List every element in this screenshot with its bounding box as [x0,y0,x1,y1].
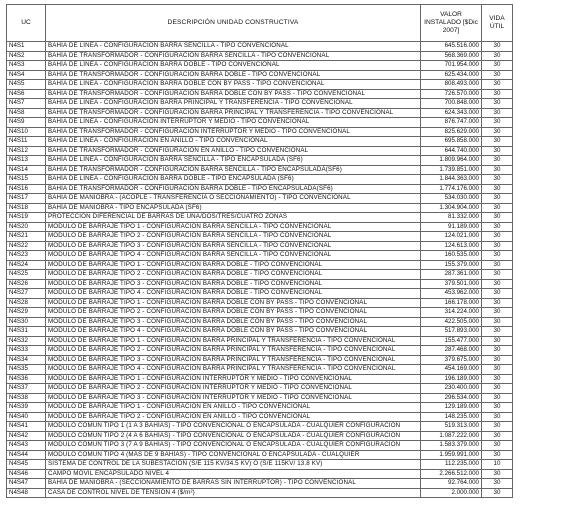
table-row [7,336,513,346]
cell-vida: 30 [482,99,513,109]
cell-uc: N4S47 [7,479,46,489]
cell-valor: 287.361.000 [421,270,482,280]
cell-uc: N4S11 [7,137,46,147]
cell-uc: N4S26 [7,279,46,289]
table-row [7,403,513,413]
table-row [7,51,513,61]
cell-description: MÓDULO DE BARRAJE TIPO 3 - CONFIGURACIÓN BARRA SENCILLA - TIPO CONVENCIONAL [46,241,421,251]
cell-description: BAHÍA DE LÍNEA - CONFIGURACIÓN BARRA DOBLE - TIPO CONVENCIONAL [46,61,421,71]
table-body [7,42,513,498]
table-row [7,460,513,470]
cell-valor: 1.739.851.000 [421,165,482,175]
cell-description: BAHÍA DE TRANSFORMADOR - CONFIGURACIÓN BARRA DOBLE CON BY PASS - TIPO CONVENCIONAL [46,89,421,99]
table-row [7,279,513,289]
cell-description: BAHÍA DE TRANSFORMADOR - CONFIGURACIÓN BARRA SENCILLA - TIPO CONVENCIONAL [46,51,421,61]
cell-uc: N4S19 [7,213,46,223]
cell-uc: N4S8 [7,108,46,118]
cell-description: BAHÍA DE TRANSFORMADOR - CONFIGURACIÓN BARRA PRINCIPAL Y TRANSFERENCIA - TIPO CONVENCIONAL [46,108,421,118]
cell-uc: N4S4 [7,70,46,80]
cell-valor: 2.266.512.000 [421,469,482,479]
cell-description: CASA DE CONTROL NIVEL DE TENSIÓN 4 ($/m²) [46,488,421,498]
table-row [7,241,513,251]
table-row [7,127,513,137]
table-row [7,270,513,280]
cell-valor: 296.534.000 [421,393,482,403]
cell-valor: 81.332.000 [421,213,482,223]
cell-vida: 30 [482,384,513,394]
cell-description: MÓDULO DE BARRAJE TIPO 1 - CONFIGURACIÓN INTERRUPTOR Y MEDIO - TIPO CONVENCIONAL [46,374,421,384]
table-row [7,165,513,175]
uc-table [6,4,513,498]
cell-uc: N4S17 [7,194,46,204]
cell-uc: N4S34 [7,355,46,365]
cell-vida: 30 [482,146,513,156]
cell-description: BAHÍA DE TRANSFORMADOR - CONFIGURACIÓN INTERRUPTOR Y MEDIO - TIPO CONVENCIONAL [46,127,421,137]
cell-description: MÓDULO DE BARRAJE TIPO 2 - CONFIGURACIÓN BARRA SENCILLA - TIPO CONVENCIONAL [46,232,421,242]
table-row [7,441,513,451]
cell-description: MÓDULO DE BARRAJE TIPO 3 - CONFIGURACIÓN BARRA DOBLE - TIPO CONVENCIONAL [46,279,421,289]
table-row [7,422,513,432]
cell-uc: N4S3 [7,61,46,71]
cell-uc: N4S43 [7,441,46,451]
cell-vida: 30 [482,184,513,194]
cell-uc: N4S40 [7,412,46,422]
cell-valor: 644.740.000 [421,146,482,156]
cell-uc: N4S16 [7,184,46,194]
table-row [7,308,513,318]
cell-description: BAHÍA DE LÍNEA - CONFIGURACIÓN INTERRUPTOR Y MEDIO - TIPO CONVENCIONAL [46,118,421,128]
cell-valor: 876.747.000 [421,118,482,128]
table-row [7,355,513,365]
cell-vida: 30 [482,175,513,185]
cell-description: BAHÍA DE LÍNEA - CONFIGURACIÓN BARRA SENCILLA - TIPO CONVENCIONAL [46,42,421,52]
cell-valor: 534.030.000 [421,194,482,204]
cell-vida: 30 [482,289,513,299]
cell-valor: 160.535.000 [421,251,482,261]
cell-vida: 30 [482,108,513,118]
cell-valor: 825.629.000 [421,127,482,137]
cell-description: MÓDULO DE BARRAJE TIPO 1 - CONFIGURACIÓN BARRA SENCILLA - TIPO CONVENCIONAL [46,222,421,232]
table-row [7,146,513,156]
cell-description: BAHÍA DE TRANSFORMADOR - CONFIGURACIÓN BARRA DOBLE - TIPO ENCAPSULADA(SF6) [46,184,421,194]
cell-valor: 124.021.000 [421,232,482,242]
cell-vida: 30 [482,355,513,365]
cell-valor: 148.235.000 [421,412,482,422]
cell-valor: 568.369.000 [421,51,482,61]
cell-uc: N4S38 [7,393,46,403]
cell-description: BAHÍA DE TRANSFORMADOR - CONFIGURACIÓN BARRA DOBLE - TIPO CONVENCIONAL [46,70,421,80]
cell-valor: 1.959.991.000 [421,450,482,460]
cell-vida: 30 [482,251,513,261]
table-row [7,42,513,52]
cell-valor: 695.858.000 [421,137,482,147]
table-row [7,488,513,498]
cell-vida: 30 [482,488,513,498]
cell-description: BAHÍA DE LÍNEA - CONFIGURACIÓN EN ANILLO - TIPO CONVENCIONAL [46,137,421,147]
cell-valor: 517.893.000 [421,327,482,337]
cell-vida: 30 [482,165,513,175]
table-row [7,118,513,128]
header-uc: UC [7,5,46,42]
cell-uc: N4S44 [7,450,46,460]
cell-description: MÓDULO COMÚN TIPO 1 (1 A 3 BAHÍAS) - TIPO CONVENCIONAL O ENCAPSULADA - CUALQUIER CONFIGURACIÓN [46,422,421,432]
cell-valor: 645.516.000 [421,42,482,52]
cell-description: MÓDULO DE BARRAJE TIPO 2 - CONFIGURACIÓN BARRA PRINCIPAL Y TRANSFERENCIA - TIPO CONVENCIONAL [46,346,421,356]
cell-vida: 30 [482,346,513,356]
cell-vida: 30 [482,156,513,166]
cell-vida: 30 [482,403,513,413]
cell-vida: 30 [482,51,513,61]
cell-valor: 1.774.176.000 [421,184,482,194]
cell-valor: 1.809.964.000 [421,156,482,166]
cell-uc: N4S27 [7,289,46,299]
cell-uc: N4S36 [7,374,46,384]
cell-description: MÓDULO DE BARRAJE TIPO 1 - CONFIGURACIÓN BARRA PRINCIPAL Y TRANSFERENCIA - TIPO CONVENCIONAL [46,336,421,346]
table-row [7,203,513,213]
table-header [7,5,513,42]
cell-valor: 1.844.363.000 [421,175,482,185]
cell-uc: N4S14 [7,165,46,175]
cell-vida: 30 [482,213,513,223]
table-row [7,469,513,479]
cell-vida: 30 [482,222,513,232]
cell-valor: 2.000.000 [421,488,482,498]
table-row [7,393,513,403]
cell-valor: 726.570.000 [421,89,482,99]
cell-vida: 30 [482,89,513,99]
table-row [7,450,513,460]
table-row [7,222,513,232]
table-row [7,298,513,308]
cell-uc: N4S2 [7,51,46,61]
cell-description: MÓDULO DE BARRAJE TIPO 4 - CONFIGURACIÓN BARRA DOBLE - TIPO CONVENCIONAL [46,289,421,299]
cell-valor: 155.379.000 [421,260,482,270]
cell-valor: 124.613.000 [421,241,482,251]
cell-vida: 30 [482,298,513,308]
table-row [7,365,513,375]
cell-description: SISTEMA DE CONTROL DE LA SUBESTACIÓN (S/E 115 KV/34.5 KV) O (S/E 115KV/ 13.8 KV) [46,460,421,470]
table-row [7,89,513,99]
cell-description: MÓDULO DE BARRAJE TIPO 2 - CONFIGURACIÓN INTERRUPTOR Y MEDIO - TIPO CONVENCIONAL [46,384,421,394]
cell-description: MÓDULO DE BARRAJE TIPO 4 - CONFIGURACIÓN BARRA PRINCIPAL Y TRANSFERENCIA - TIPO CONVENCIONAL [46,365,421,375]
cell-uc: N4S24 [7,260,46,270]
cell-description: PROTECCIÓN DIFERENCIAL DE BARRAS DE UNA/DOS/TRES/CUATRO ZONAS [46,213,421,223]
table-row [7,346,513,356]
cell-vida: 30 [482,80,513,90]
cell-uc: N4S7 [7,99,46,109]
cell-uc: N4S13 [7,156,46,166]
cell-uc: N4S37 [7,384,46,394]
cell-description: MÓDULO DE BARRAJE TIPO 2 - CONFIGURACIÓN BARRA DOBLE CON BY PASS - TIPO CONVENCIONAL [46,308,421,318]
cell-vida: 30 [482,270,513,280]
table-row [7,184,513,194]
cell-description: MÓDULO DE BARRAJE TIPO 3 - CONFIGURACIÓN BARRA PRINCIPAL Y TRANSFERENCIA - TIPO CONVENCIONAL [46,355,421,365]
cell-vida: 30 [482,279,513,289]
cell-vida: 30 [482,260,513,270]
cell-uc: N4S10 [7,127,46,137]
cell-valor: 379.501.000 [421,279,482,289]
cell-uc: N4S31 [7,327,46,337]
cell-vida: 30 [482,450,513,460]
cell-uc: N4S39 [7,403,46,413]
table-row [7,99,513,109]
cell-uc: N4S30 [7,317,46,327]
cell-uc: N4S18 [7,203,46,213]
cell-vida: 30 [482,374,513,384]
cell-description: MÓDULO DE BARRAJE TIPO 4 - CONFIGURACIÓN BARRA DOBLE CON BY PASS - TIPO CONVENCIONAL [46,327,421,337]
cell-description: MÓDULO DE BARRAJE TIPO 2 - CONFIGURACIÓN BARRA DOBLE - TIPO CONVENCIONAL [46,270,421,280]
cell-valor: 453.962.000 [421,289,482,299]
cell-valor: 230.400.000 [421,384,482,394]
table-row [7,317,513,327]
cell-valor: 454.169.000 [421,365,482,375]
cell-vida: 30 [482,232,513,242]
cell-uc: N4S45 [7,460,46,470]
cell-valor: 129.189.000 [421,403,482,413]
table-row [7,156,513,166]
table-row [7,61,513,71]
cell-description: BAHÍA DE LÍNEA - CONFIGURACIÓN BARRA DOBLE - TIPO ENCAPSULADA (SF6) [46,175,421,185]
cell-description: MÓDULO DE BARRAJE TIPO 1 - CONFIGURACIÓN BARRA DOBLE - TIPO CONVENCIONAL [46,260,421,270]
cell-description: BAHÍA DE MANIOBRA - TIPO ENCAPSULADA (SF6) [46,203,421,213]
cell-uc: N4S33 [7,346,46,356]
cell-description: BAHÍA DE TRANSFORMADOR - CONFIGURACIÓN BARRA SENCILLA - TIPO ENCAPSULADA(SF6) [46,165,421,175]
cell-description: BAHÍA DE MANIOBRA - (ACOPLE - TRANSFERENCIA O SECCIONAMIENTO) - TIPO CONVENCIONAL [46,194,421,204]
table-row [7,251,513,261]
cell-description: BAHÍA DE MANIOBRA - (SECCIONAMIENTO DE BARRAS SIN INTERRUPTOR) - TIPO CONVENCIONAL [46,479,421,489]
cell-description: MÓDULO DE BARRAJE TIPO 3 - CONFIGURACIÓN INTERRUPTOR Y MEDIO - TIPO CONVENCIONAL [46,393,421,403]
cell-vida: 30 [482,327,513,337]
cell-valor: 624.343.000 [421,108,482,118]
table-row [7,213,513,223]
table-row [7,412,513,422]
cell-valor: 1.304.904.000 [421,203,482,213]
table-row [7,431,513,441]
cell-valor: 155.477.000 [421,336,482,346]
cell-vida: 30 [482,118,513,128]
cell-vida: 30 [482,241,513,251]
cell-uc: N4S9 [7,118,46,128]
cell-uc: N4S5 [7,80,46,90]
cell-vida: 30 [482,365,513,375]
cell-vida: 30 [482,308,513,318]
cell-description: MÓDULO DE BARRAJE TIPO 1 - CONFIGURACIÓN BARRA DOBLE CON BY PASS - TIPO CONVENCIONAL [46,298,421,308]
cell-valor: 519.313.000 [421,422,482,432]
table-row [7,260,513,270]
cell-uc: N4S23 [7,251,46,261]
cell-uc: N4S48 [7,488,46,498]
cell-vida: 30 [482,479,513,489]
cell-description: BAHÍA DE TRANSFORMADOR - CONFIGURACIÓN EN ANILLO - TIPO CONVENCIONAL [46,146,421,156]
cell-vida: 10 [482,460,513,470]
header-description: DESCRIPCIÓN UNIDAD CONSTRUCTIVA [46,5,421,42]
cell-vida: 30 [482,61,513,71]
cell-description: MÓDULO COMÚN TIPO 3 (7 A 9 BAHÍAS) - TIPO CONVENCIONAL O ENCAPSULADA - CUALQUIER CONFIGURACIÓN [46,441,421,451]
cell-valor: 379.675.000 [421,355,482,365]
cell-valor: 422.505.000 [421,317,482,327]
table-row [7,194,513,204]
cell-uc: N4S22 [7,241,46,251]
table-row [7,479,513,489]
cell-valor: 314.224.000 [421,308,482,318]
cell-valor: 700.848.000 [421,99,482,109]
cell-uc: N4S21 [7,232,46,242]
cell-valor: 1.087.222.000 [421,431,482,441]
cell-description: MÓDULO DE BARRAJE TIPO 1 - CONFIGURACIÓN EN ANILLO - TIPO CONVENCIONAL [46,403,421,413]
cell-description: MÓDULO COMÚN TIPO 2 (4 A 6 BAHÍAS) - TIPO CONVENCIONAL O ENCAPSULADA - CUALQUIER CONFIGURACIÓN [46,431,421,441]
table-row [7,70,513,80]
cell-vida: 30 [482,431,513,441]
header-valor-instalado: VALOR INSTALADO [$Dic 2007] [421,5,482,42]
cell-vida: 30 [482,412,513,422]
cell-uc: N4S32 [7,336,46,346]
cell-uc: N4S25 [7,270,46,280]
table-row [7,289,513,299]
cell-uc: N4S6 [7,89,46,99]
cell-description: MÓDULO DE BARRAJE TIPO 2 - CONFIGURACIÓN EN ANILLO - TIPO CONVENCIONAL [46,412,421,422]
cell-valor: 808.493.000 [421,80,482,90]
cell-vida: 30 [482,70,513,80]
cell-valor: 196.189.000 [421,374,482,384]
cell-uc: N4S46 [7,469,46,479]
header-row [7,5,513,42]
table-row [7,232,513,242]
cell-uc: N4S12 [7,146,46,156]
cell-uc: N4S29 [7,308,46,318]
table-row [7,327,513,337]
cell-valor: 287.468.000 [421,346,482,356]
table-row [7,374,513,384]
cell-vida: 30 [482,441,513,451]
cell-description: MÓDULO COMÚN TIPO 4 (MÁS DE 9 BAHÍAS) - TIPO CONVENCIONAL O ENCAPSULADA - CUALQUIER [46,450,421,460]
cell-vida: 30 [482,422,513,432]
cell-description: BAHÍA DE LÍNEA - CONFIGURACIÓN BARRA DOBLE CON BY PASS - TIPO CONVENCIONAL [46,80,421,90]
cell-description: MÓDULO DE BARRAJE TIPO 4 - CONFIGURACIÓN BARRA SENCILLA - TIPO CONVENCIONAL [46,251,421,261]
cell-uc: N4S15 [7,175,46,185]
cell-valor: 625.434.000 [421,70,482,80]
cell-vida: 30 [482,469,513,479]
table-row [7,80,513,90]
cell-vida: 30 [482,203,513,213]
cell-vida: 30 [482,42,513,52]
cell-vida: 30 [482,194,513,204]
cell-uc: N4S20 [7,222,46,232]
cell-description: MÓDULO DE BARRAJE TIPO 3 - CONFIGURACIÓN BARRA DOBLE CON BY PASS - TIPO CONVENCIONAL [46,317,421,327]
cell-vida: 30 [482,137,513,147]
cell-uc: N4S41 [7,422,46,432]
table-row [7,137,513,147]
cell-uc: N4S42 [7,431,46,441]
cell-uc: N4S35 [7,365,46,375]
cell-uc: N4S28 [7,298,46,308]
cell-valor: 166.178.000 [421,298,482,308]
header-vida-util: VIDA ÚTIL [482,5,513,42]
cell-description: BAHÍA DE LÍNEA - CONFIGURACIÓN BARRA PRINCIPAL Y TRANSFERENCIA - TIPO CONVENCIONAL [46,99,421,109]
table-row [7,108,513,118]
table-row [7,384,513,394]
cell-uc: N4S1 [7,42,46,52]
cell-vida: 30 [482,317,513,327]
cell-valor: 701.954.000 [421,61,482,71]
cell-description: CAMPO MÓVIL ENCAPSULADO NIVEL 4 [46,469,421,479]
cell-valor: 91.189.000 [421,222,482,232]
cell-vida: 30 [482,336,513,346]
cell-valor: 112.235.000 [421,460,482,470]
cell-vida: 30 [482,127,513,137]
table-row [7,175,513,185]
cell-vida: 30 [482,393,513,403]
cell-description: BAHÍA DE LÍNEA - CONFIGURACIÓN BARRA SENCILLA - TIPO ENCAPSULADA (SF6) [46,156,421,166]
cell-valor: 1.583.379.000 [421,441,482,451]
cell-valor: 92.764.000 [421,479,482,489]
